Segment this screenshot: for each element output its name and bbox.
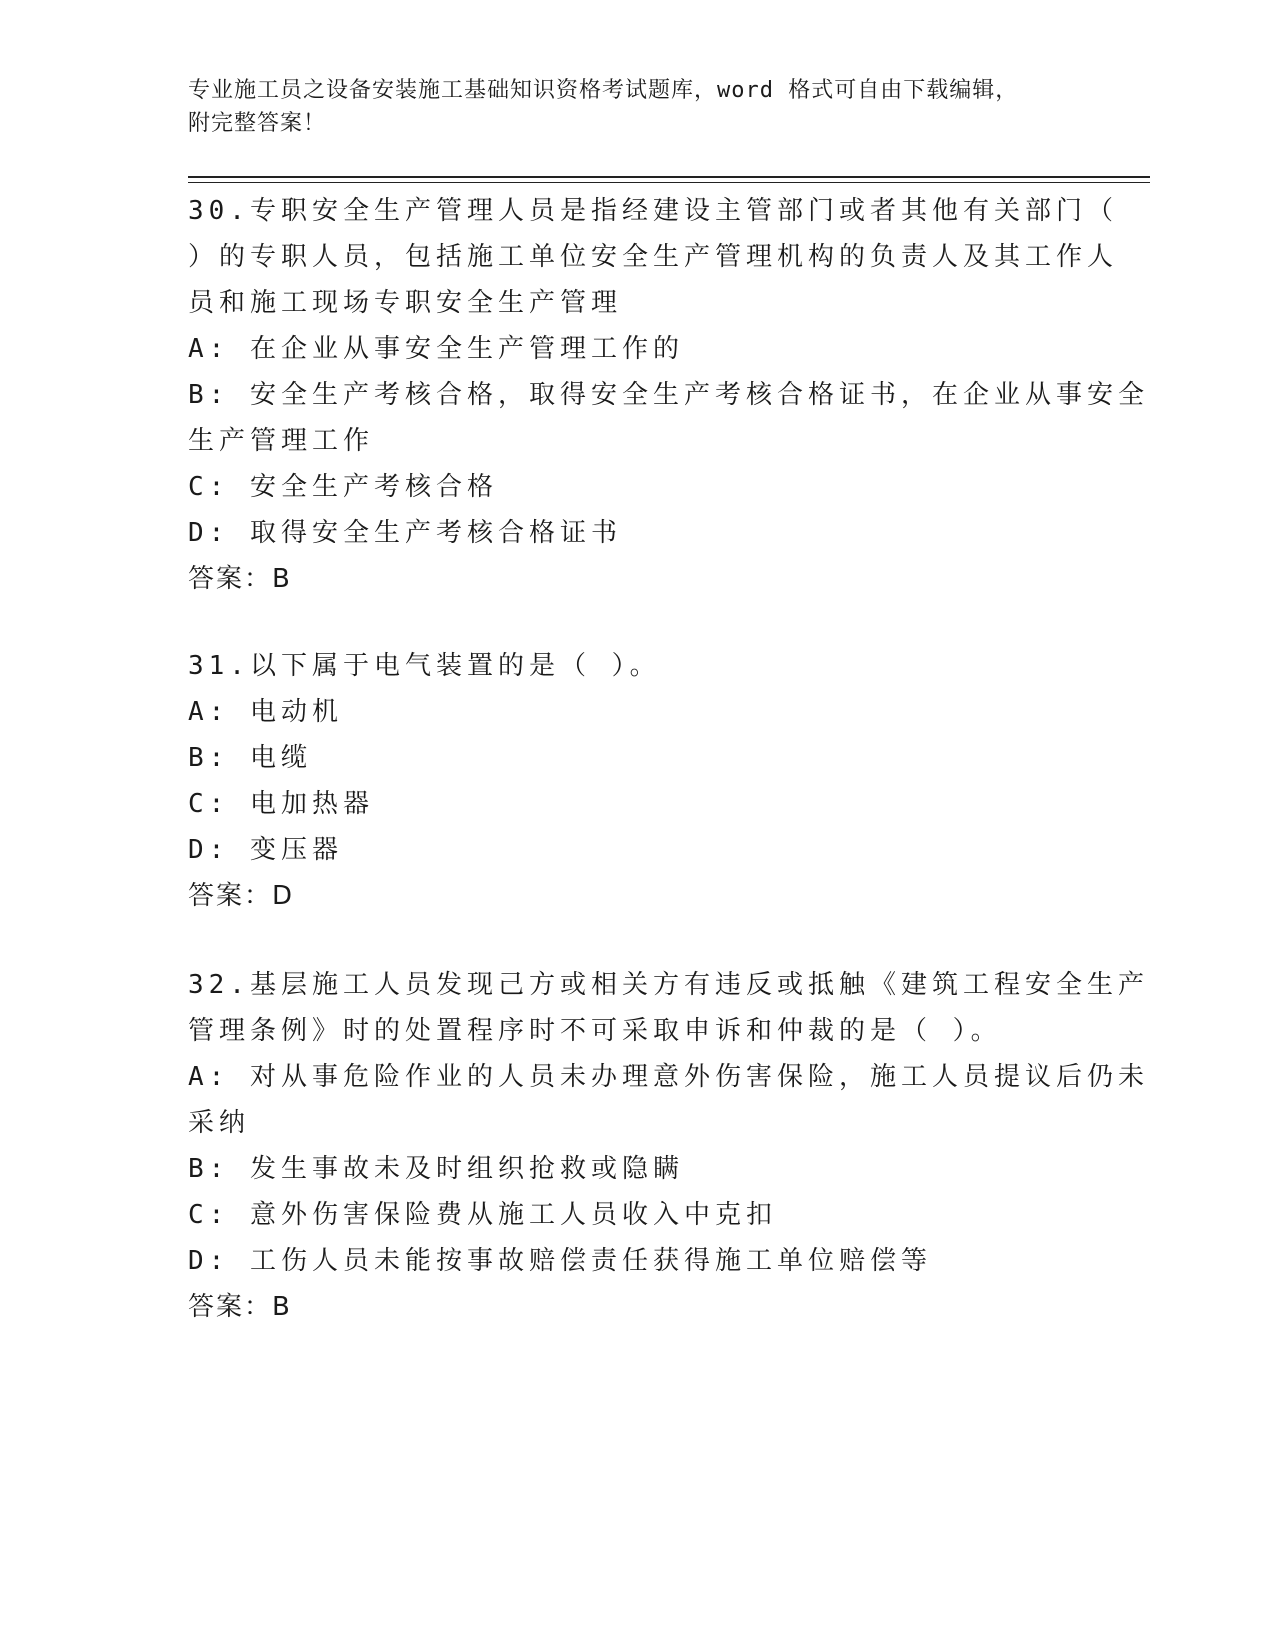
header-line-1: 专业施工员之设备安装施工基础知识资格考试题库，word 格式可自由下载编辑， [188, 78, 1019, 103]
header-divider-thin [188, 182, 1150, 183]
option-d: D: 取得安全生产考核合格证书 [188, 518, 622, 548]
answer-label: 答案：B [188, 564, 292, 594]
question-stem-line: 32.基层施工人员发现己方或相关方有违反或抵触《建筑工程安全生产 [188, 970, 1149, 1000]
option-b: B: 发生事故未及时组织抢救或隐瞒 [188, 1154, 684, 1184]
answer-label: 答案：B [188, 1292, 292, 1322]
option-c: C: 意外伤害保险费从施工人员收入中克扣 [188, 1200, 777, 1230]
option-d: D: 变压器 [188, 835, 343, 865]
option-a: A: 对从事危险作业的人员未办理意外伤害保险，施工人员提议后仍未 [188, 1062, 1149, 1092]
header-line-2: 附完整答案！ [188, 111, 327, 136]
option-b-continued: 生产管理工作 [188, 426, 375, 456]
question-stem-line: ）的专职人员，包括施工单位安全生产管理机构的负责人及其工作人 [188, 242, 1119, 272]
option-d: D: 工伤人员未能按事故赔偿责任获得施工单位赔偿等 [188, 1246, 932, 1276]
option-c: C: 电加热器 [188, 789, 374, 819]
header-divider-thick [188, 176, 1150, 178]
question-31 [188, 643, 1068, 919]
question-32 [188, 962, 1149, 1330]
question-stem-line: 员和施工现场专职安全生产管理 [188, 288, 623, 318]
option-c: C: 安全生产考核合格 [188, 472, 498, 502]
option-b: B: 安全生产考核合格，取得安全生产考核合格证书，在企业从事安全 [188, 380, 1149, 410]
answer-label: 答案：D [188, 881, 295, 911]
question-stem-line: 30.专职安全生产管理人员是指经建设主管部门或者其他有关部门（ [188, 196, 1118, 226]
option-a: A: 电动机 [188, 697, 343, 727]
question-stem-line: 31.以下属于电气装置的是（ ）。 [188, 651, 661, 681]
question-stem-line: 管理条例》时的处置程序时不可采取申诉和仲裁的是（ ）。 [188, 1016, 1002, 1046]
option-a-continued: 采纳 [188, 1108, 251, 1138]
question-30 [188, 188, 1149, 602]
document-header [188, 74, 1088, 140]
option-a: A: 在企业从事安全生产管理工作的 [188, 334, 684, 364]
option-b: B: 电缆 [188, 743, 312, 773]
